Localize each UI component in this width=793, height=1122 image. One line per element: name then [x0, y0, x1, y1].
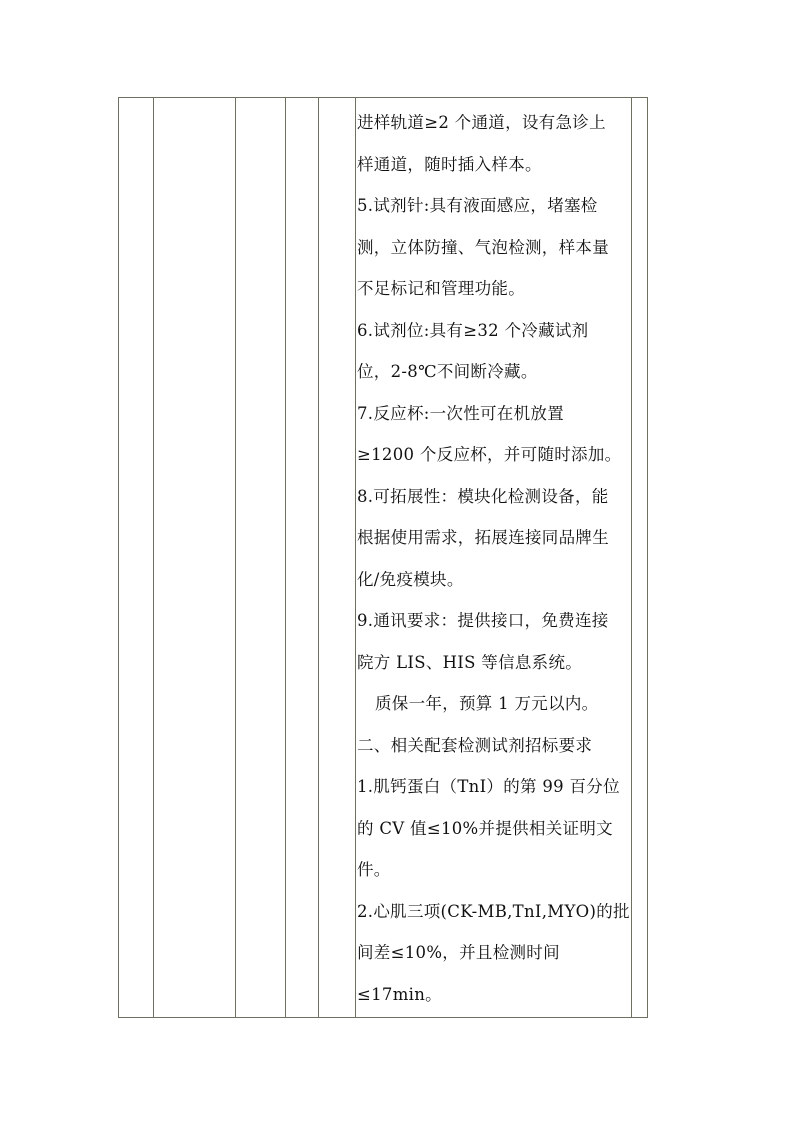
text-line: 化/免疫模块。 — [357, 569, 464, 589]
text-line: 1.肌钙蛋白（TnI）的第 99 百分位 — [357, 777, 620, 796]
text-line: 院方 LIS、HIS 等信息系统。 — [357, 652, 583, 672]
text-line: 间差≤10%，并且检测时间 — [357, 943, 560, 962]
text-line: 6.试剂位:具有≥32 个冷藏试剂 — [357, 320, 589, 340]
requirements-cell — [357, 102, 632, 1015]
text-line: 进样轨道≥2 个通道，设有急诊上 — [357, 113, 606, 132]
column-divider — [153, 98, 154, 1017]
column-divider — [235, 98, 236, 1017]
text-line: 5.试剂针:具有液面感应，堵塞检 — [357, 196, 598, 215]
text-line: 质保一年，预算 1 万元以内。 — [375, 694, 599, 713]
text-line: 位，2-8℃不间断冷藏。 — [357, 362, 538, 381]
spec-table — [118, 97, 648, 1018]
text-line: 的 CV 值≤10%并提供相关证明文 — [357, 818, 613, 838]
text-line: 根据使用需求，拓展连接同品牌生 — [357, 528, 609, 547]
column-divider — [318, 98, 319, 1017]
section-heading: 二、相关配套检测试剂招标要求 — [357, 735, 593, 755]
text-line: 测，立体防撞、气泡检测，样本量 — [357, 237, 609, 257]
text-line: 样通道，随时插入样本。 — [357, 154, 542, 174]
text-line: 9.通讯要求：提供接口，免费连接 — [357, 611, 609, 630]
text-line: 8.可拓展性：模块化检测设备，能 — [357, 486, 609, 506]
column-divider — [285, 98, 286, 1017]
text-line: ≥1200 个反应杯，并可随时添加。 — [357, 445, 622, 464]
text-line: 件。 — [357, 860, 391, 879]
column-divider — [355, 98, 356, 1017]
text-line: ≤17min。 — [357, 984, 442, 1004]
text-line: 2.心肌三项(CK-MB,TnI,MYO)的批 — [357, 901, 630, 921]
text-line: 不足标记和管理功能。 — [357, 279, 525, 298]
text-line: 7.反应杯:一次性可在机放置 — [357, 403, 565, 423]
